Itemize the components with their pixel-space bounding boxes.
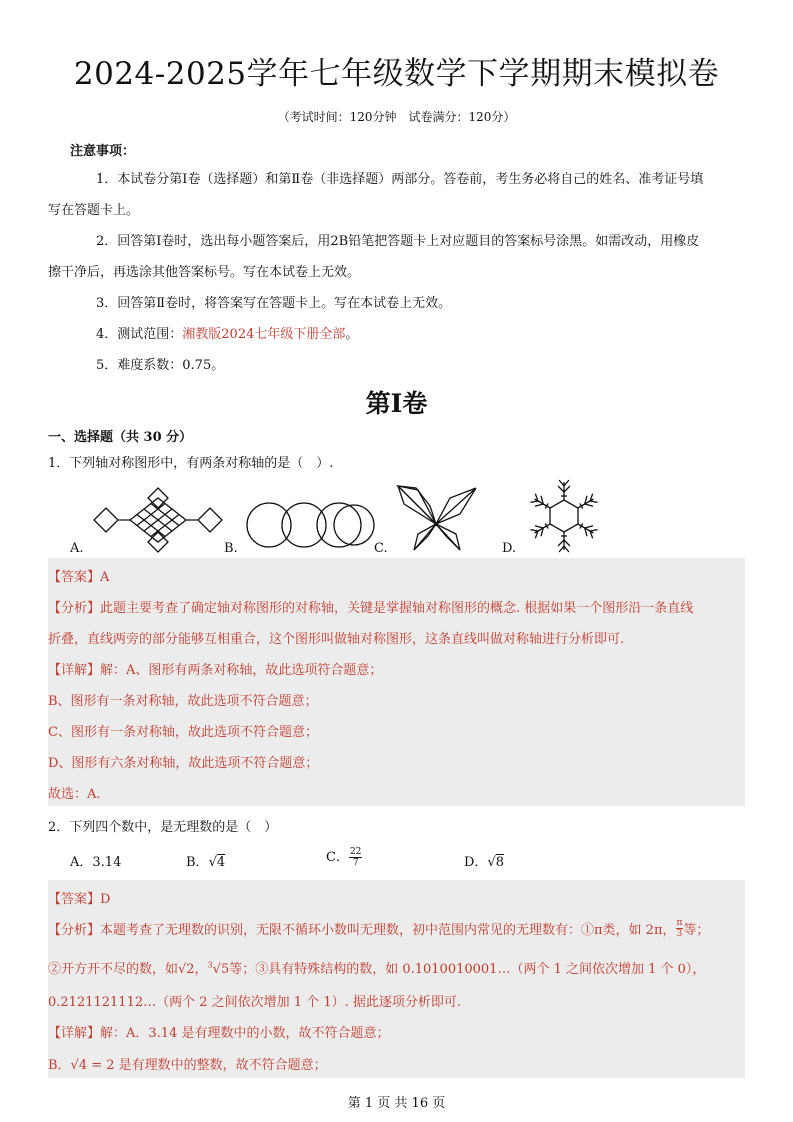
q1-answer: 【答案】A [48, 570, 110, 585]
page-footer: 第 1 页 共 16 页 [347, 1096, 446, 1111]
q1-figure-c-rhombi [394, 484, 480, 554]
q2-stem: 2．下列四个数中，是无理数的是（ ） [48, 820, 278, 835]
q2-option-c: C． $\frac{22}{7}$ [326, 847, 362, 868]
q2-analysis-line-3: 0.2121121112…（两个 2 之间依次增加 1 个 1）. 据此逐项分析即可. [48, 995, 461, 1010]
q1-option-c: C. [374, 541, 388, 556]
q2-detail-2: B．√4 = 2 是有理数中的整数，故不符合题意； [48, 1058, 327, 1073]
notice-item-5: 5．难度系数：0.75。 [96, 358, 225, 373]
q2-option-a: A．3.14 [70, 855, 122, 870]
notice-item-2-line-2: 擦干净后，再选涂其他答案标号。写在本试卷上无效。 [48, 265, 361, 280]
section-title: 第Ⅰ卷 [365, 389, 428, 418]
q1-analysis-line-1: 【分析】此题主要考查了确定轴对称图形的对称轴，关键是掌握轴对称图形的概念. 根据如果一个图形沿一条直线 [48, 601, 694, 616]
document-title: 2024-2025学年七年级数学下学期期末模拟卷 [73, 56, 720, 92]
part-heading: 一、选择题（共 30 分） [48, 430, 193, 445]
q1-detail-4: D、图形有六条对称轴，故此选项不符合题意； [48, 756, 319, 771]
notice-item-4: 4．测试范围：湘教版2024七年级下册全部。 [96, 327, 359, 342]
q1-answer-box [48, 558, 745, 806]
notice-heading: 注意事项： [70, 144, 136, 159]
q2-answer-box [48, 880, 745, 1078]
notice-item-3: 3．回答第Ⅱ卷时，将答案写在答题卡上。写在本试卷上无效。 [96, 296, 452, 311]
q1-option-a: A. [70, 541, 84, 556]
q1-detail-2: B、图形有一条对称轴，故此选项不符合题意； [48, 694, 318, 709]
notice-item-2-line-1: 2．回答第Ⅰ卷时，选出每小题答案后，用2B铅笔把答题卡上对应题目的答案标号涂黑。如需改动，用橡皮 [96, 234, 700, 249]
q2-option-d: D．√8 [464, 855, 505, 870]
q2-answer: 【答案】D [48, 892, 111, 907]
q2-option-b: B．√4 [186, 855, 226, 870]
notice-item-1-line-1: 1．本试卷分第Ⅰ卷（选择题）和第Ⅱ卷（非选择题）两部分。答卷前，考生务必将自己的姓名、准考证号填 [96, 172, 704, 187]
q1-figure-d-snowflake [524, 476, 604, 556]
q2-analysis-line-2: ②开方开不尽的数，如√2，$^3$√5等；③具有特殊结构的数，如 0.1010010001…（两个 1 之间依次增加 1 个 0）， [48, 960, 706, 977]
q1-detail-3: C、图形有一条对称轴，故此选项不符合题意； [48, 725, 318, 740]
q1-figure-b-circles [244, 496, 376, 554]
q2-analysis-line-1: 【分析】本题考查了无理数的识别，无限不循环小数叫无理数，初中范围内常见的无理数有：①π类，如 2π， $\frac{\pi}{3}$ 等； [48, 918, 710, 939]
q1-conclusion: 故选：A. [48, 787, 101, 802]
test-scope: 湘教版2024七年级下册全部 [182, 327, 346, 342]
notice-item-1-line-2: 写在答题卡上。 [48, 203, 140, 218]
exam-info: （考试时间：120分钟 试卷满分：120分） [277, 110, 516, 124]
q1-detail-1: 【详解】解：A、图形有两条对称轴，故此选项符合题意； [48, 663, 383, 678]
q1-figure-a-knot [92, 486, 224, 554]
q1-option-b: B. [224, 541, 238, 556]
q1-stem: 1．下列轴对称图形中，有两条对称轴的是（ ）. [48, 456, 334, 471]
q2-detail-1: 【详解】解：A．3.14 是有理数中的小数，故不符合题意； [48, 1026, 390, 1041]
q1-option-d: D. [502, 541, 517, 556]
q1-analysis-line-2: 折叠，直线两旁的部分能够互相重合，这个图形叫做轴对称图形，这条直线叫做对称轴进行分析即可. [48, 632, 625, 647]
